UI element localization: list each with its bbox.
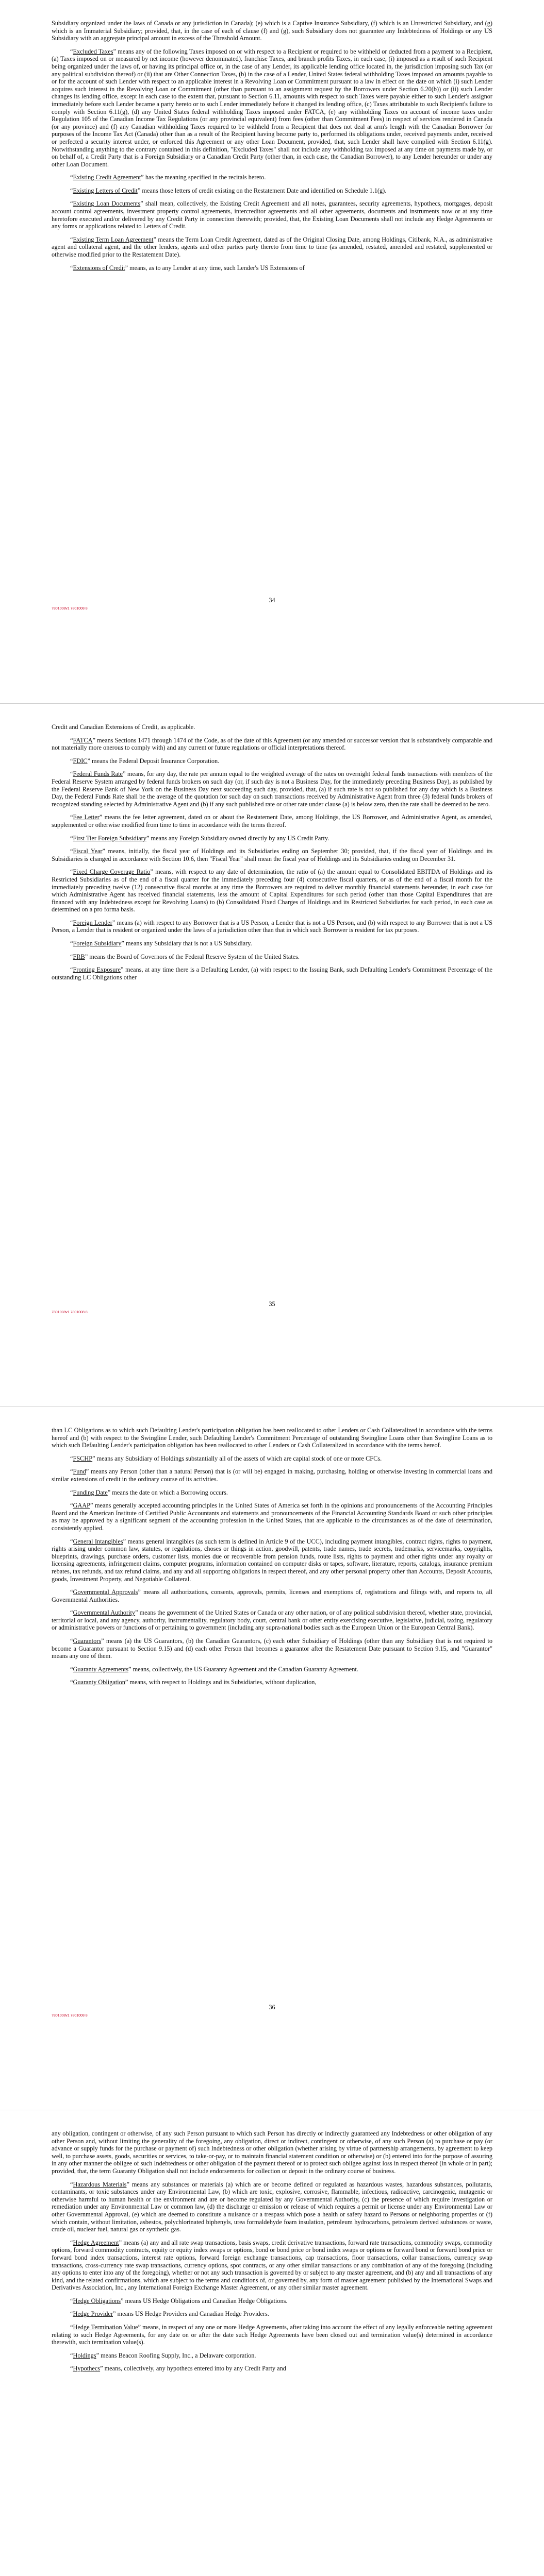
paragraph-text: means Beacon Roofing Supply, Inc., a Delaware corporation.: [99, 2351, 256, 2359]
paragraph: “Guaranty Obligation” means, with respect to Holdings and its Subsidiaries, without duplication,: [70, 1679, 317, 1686]
paragraph-text: means the fee letter agreement, dated on or about the Restatement Date, among Holdings, the US Borrower, and Administrative Agent, as amended, supplemented or otherwise modified from time to time in accordance with the terms thereof.: [52, 814, 492, 828]
paragraph: “Governmental Approvals” means all authorizations, consents, approvals, permits, licenses and exemptions of, registrations and filings with, and reports to, all Governmental Authorities.: [52, 1588, 492, 1603]
defined-term: FDIC: [73, 757, 88, 765]
paragraph: “Hedge Provider” means US Hedge Providers and Canadian Hedge Providers.: [70, 2310, 269, 2318]
paragraph-text: means the Term Loan Credit Agreement, dated as of the Original Closing Date, among Holdings, Citibank, N.A., as administrative agent and collateral agent, and the other lenders, agents and other parties party thereto from time to time (as amended, restated, amended and restated, supplemented or otherwise modified prior to the Restatement Date).: [52, 235, 492, 259]
defined-term: FSCHP: [73, 1454, 93, 1462]
defined-term: FRB: [73, 953, 85, 960]
defined-term: Federal Funds Rate: [73, 770, 123, 778]
paragraph-text: means the Board of Governors of the Federal Reserve System of the United States.: [88, 953, 300, 960]
paragraph-text: means, collectively, any hypothecs entered into by any Credit Party and: [103, 2365, 286, 2372]
defined-term: Existing Term Loan Agreement: [73, 235, 154, 243]
defined-term: Guaranty Obligation: [73, 1679, 125, 1686]
defined-term: Fee Letter: [73, 814, 100, 821]
paragraph: “FSCHP” means any Subsidiary of Holdings substantially all of the assets of which are capital stock of one or more CFCs.: [70, 1454, 382, 1462]
paragraph-text: means the Federal Deposit Insurance Corporation.: [90, 757, 220, 765]
defined-term: Existing Credit Agreement: [73, 174, 141, 181]
page-number: 36: [269, 2004, 275, 2011]
paragraph: “Excluded Taxes” means any of the following Taxes imposed on or with respect to a Recipient or required to be withheld or deducted from a payment to a Recipient, (a) Taxes imposed on or measured by net income (however denominated), franchise Taxes, and branch profits Taxes, in each case, (i) imposed as a result of such Recipient being organized under the laws of, or having its principal office or, in the case of any Lender, its applicable lending office located in, the jurisdiction imposing such Tax (or any political subdivision thereof) or (ii) that are Other Connection Taxes, (b) in the case of a Lender, United States federal withholding Taxes imposed on amounts payable to or for the account of such Lender with respect to an applicable interest in a Revolving Loan or Commitment pursuant to a law in effect on the date on which (i) such Lender acquires such interest in the Revolving Loan or Commitment (other than pursuant to an assignment request by the Borrowers under Section 6.20(b)) or (ii) such Lender changes its lending office, except in each case to the extent that, pursuant to Section 6.11, amounts with respect to such Taxes were payable either to such Lender's assignor immediately before such Lender became a party hereto or to such Lender immediately before it changed its lending office, (c) Taxes attributable to such Recipient's failure to comply with Section 6.11(g), (d) any United States federal withholding Taxes imposed under FATCA, (e) any withholding Taxes on account of income taxes under Regulation 105 of the Canadian Income Tax Regulations (or any provincial equivalent) from fees (other than Commitment Fees) in respect of services rendered in Canada (or any province) and (f) any Canadian withholding Taxes required to be withheld from a Recipient that does not deal at arm's length with the Canadian Borrower for purposes of the Income Tax Act (Canada) other than as a result of the Recipient having become party to, performed its obligations under, received payments under, received or perfected a security interest under, or enforced this Agreement or any other Loan Document, provided, that, such Lender shall have complied with Section 6.11(g). Notwithstanding anything to the contrary contained in this definition, "Excluded Taxes" shall not include any withholding tax imposed at any time on payments made by, or on behalf of, a Credit Party that is a Foreign Subsidiary or a Canadian Credit Party (other than, in each case, the Canadian Borrower), to any Lender hereunder or under any other Loan Document.: [52, 47, 493, 168]
defined-term: Hedge Termination Value: [73, 2324, 138, 2331]
paragraph-text: means those letters of credit existing on the Restatement Date and identified on Schedule 1.1(g).: [140, 187, 387, 194]
defined-term: Fixed Charge Coverage Ratio: [73, 868, 151, 876]
paragraph: “Guarantors” means (a) the US Guarantors, (b) the Canadian Guarantors, (c) each other Subsidiary of Holdings (other than any Subsidiary that is not required to become a Guarantor pursuant to Section 9.15) and (d) each other Person that becomes a guarantor after the Restatement Date pursuant to Section 9.15, and "Guarantor" means any one of them.: [52, 1637, 492, 1660]
paragraph: “Existing Credit Agreement” has the meaning specified in the recitals hereto.: [70, 174, 266, 181]
paragraph-text: means US Hedge Obligations and Canadian Hedge Obligations.: [123, 2297, 288, 2304]
paragraph-text: means any Foreign Subsidiary owned directly by any US Credit Party.: [149, 834, 329, 842]
defined-term: Foreign Lender: [73, 919, 112, 926]
document-id: 7801008v1 7801008 8: [52, 607, 88, 611]
paragraph-text: means, with respect to Holdings and its Subsidiaries, without duplication,: [128, 1679, 317, 1686]
paragraph-text: means any Subsidiary of Holdings substantially all of the assets of which are capital stock of one or more CFCs.: [95, 1454, 382, 1462]
paragraph: “Hedge Termination Value” means, in respect of any one or more Hedge Agreements, after taking into account the effect of any legally enforceable netting agreement relating to such Hedge Agreements, for any date on or after the date such Hedge Agreements have been closed out and termination value(s) determined in accordance therewith, such termination value(s).: [52, 2324, 492, 2346]
paragraph-text: than LC Obligations as to which such Defaulting Lender's participation obligation has been reallocated to other Lenders or Cash Collateralized in accordance with the terms hereof and (b) with respect to the Swingline Lender, such Defaulting Lender's Commitment Percentage of outstanding Swingline Loans other than Swingline Loans as to which such Defaulting Lender's participation obligation has been reallocated to other Lenders or Cash Collateralized in accordance with the terms hereof.: [52, 1427, 492, 1449]
paragraph-text: means all authorizations, consents, approvals, permits, licenses and exemptions of, registrations and filings with, and reports to, all Governmental Authorities.: [52, 1588, 492, 1603]
defined-term: Existing Loan Documents: [73, 200, 141, 208]
paragraph: “Foreign Lender” means (a) with respect to any Borrower that is a US Person, a Lender that is not a US Person, and (b) with respect to any Borrower that is not a US Person, a Lender that is resident or organized under the laws of a jurisdiction other than that in which such Borrower is resident for tax purposes.: [52, 919, 492, 934]
page-body: [52, 20, 492, 272]
paragraph-text: means (a) with respect to any Borrower that is a US Person, a Lender that is not a US Person, and (b) with respect to any Borrower that is not a US Person, a Lender that is resident or organized under the laws of a jurisdiction other than that in which such Borrower is resident for tax purposes.: [52, 919, 492, 934]
defined-term: FATCA: [73, 736, 93, 744]
paragraph: “FDIC” means the Federal Deposit Insurance Corporation.: [70, 757, 220, 765]
document-page-4: [0, 2110, 544, 2576]
paragraph-text: Subsidiary organized under the laws of Canada or any jurisdiction in Canada); (e) which is a Captive Insurance Subsidiary, (f) which is an Unrestricted Subsidiary, and (g) which is an Immaterial Subsidiary; provided, that, in the case of each of clause (f) and (g), such Subsidiary does not guarantee any Indebtedness of Holdings or any US Subsidiary with an aggregate principal amount in excess of the Threshold Amount.: [52, 20, 492, 42]
paragraph-text: means any Subsidiary that is not a US Subsidiary.: [124, 940, 252, 947]
defined-term: Hedge Agreement: [73, 2239, 119, 2246]
paragraph: “FATCA” means Sections 1471 through 1474 of the Code, as of the date of this Agreement (or any amended or successor version that is substantively comparable and not materially more onerous to comply with) and any current or future regulations or official interpretations thereof.: [52, 736, 492, 752]
paragraph-text: means any of the following Taxes imposed on or with respect to a Recipient or required to be withheld or deducted from a payment to a Recipient, (a) Taxes imposed on or measured by net income (however denominated), franchise Taxes, and branch profits Taxes, in each case, (i) imposed as a result of such Recipient being organized under the laws of, or having its principal office or, in the case of any Lender, its applicable lending office located in, the jurisdiction imposing such Tax (or any political subdivision thereof) or (ii) that are Other Connection Taxes, (b) in the case of a Lender, United States federal withholding Taxes imposed on amounts payable to or for the account of such Lender with respect to an applicable interest in a Revolving Loan or Commitment pursuant to a law in effect on the date on which (i) such Lender acquires such interest in the Revolving Loan or Commitment (other than pursuant to an assignment request by the Borrowers under Section 6.20(b)) or (ii) such Lender changes its lending office, except in each case to the extent that, pursuant to Section 6.11, amounts with respect to such Taxes were payable either to such Lender's assignor immediately before such Lender became a party hereto or to such Lender immediately before it changed its lending office, (c) Taxes attributable to such Recipient's failure to comply with Section 6.11(g), (d) any United States federal withholding Taxes imposed under FATCA, (e) any withholding Taxes on account of income taxes under Regulation 105 of the Canadian Income Tax Regulations (or any provincial equivalent) from fees (other than Commitment Fees) in respect of services rendered in Canada (or any province) and (f) any Canadian withholding Taxes required to be withheld from a Recipient that does not deal at arm's length with the Canadian Borrower for purposes of the Income Tax Act (Canada) other than as a result of the Recipient having become party to, performed its obligations under, received payments under, received or perfected a security interest under, or enforced this Agreement or any other Loan Document, provided, that, such Lender shall have complied with Section 6.11(g). Notwithstanding anything to the contrary contained in this definition, "Excluded Taxes" shall not include any withholding tax imposed at any time on payments made by, or on behalf of, a Credit Party that is a Foreign Subsidiary or a Canadian Credit Party (other than, in each case, the Canadian Borrower), to any Lender hereunder or under any other Loan Document.: [52, 47, 493, 168]
paragraph: “Fund” means any Person (other than a natural Person) that is (or will be) engaged in making, purchasing, holding or otherwise investing in commercial loans and similar extensions of credit in the ordinary course of its activities.: [52, 1468, 492, 1483]
paragraph: “Existing Loan Documents” shall mean, collectively, the Existing Credit Agreement and all notes, guarantees, security agreements, hypothecs, mortgages, deposit account control agreements, investment property control agreements, intercreditor agreements and all other agreements, documents and instruments now or at any time heretofore executed and/or delivered by any Credit Party in connection therewith; provided, that, the Existing Loan Documents shall not include any Hedge Agreements or any forms or applications related to Letters of Credit.: [52, 200, 492, 230]
defined-term: Fiscal Year: [73, 848, 103, 855]
paragraph-text: means US Hedge Providers and Canadian Hedge Providers.: [116, 2310, 269, 2318]
document-id: 7801008v1 7801008 8: [52, 2014, 88, 2018]
defined-term: Guaranty Agreements: [73, 1665, 129, 1673]
paragraph: “Hedge Agreement” means (a) any and all rate swap transactions, basis swaps, credit derivative transactions, forward rate transactions, commodity swaps, commodity options, forward commodity contracts, equity or equity index swaps or options, bond or bond price or bond index swaps or options or forward bond or forward bond price or forward bond index transactions, interest rate options, forward foreign exchange transactions, cap transactions, floor transactions, collar transactions, currency swap transactions, cross-currency rate swap transactions, currency options, spot contracts, or any other similar transactions or any combination of any of the foregoing (including any options to enter into any of the foregoing), whether or not any such transaction is governed by or subject to any master agreement, and (b) any and all transactions of any kind, and the related confirmations, which are subject to the terms and conditions of, or governed by, any form of master agreement published by the International Swaps and Derivatives Association, Inc., any International Foreign Exchange Master Agreement, or any other similar master agreement.: [52, 2239, 492, 2292]
defined-term: Excluded Taxes: [73, 47, 113, 55]
paragraph-text: means general intangibles (as such term is defined in Article 9 of the UCC), including payment intangibles, contract rights, rights to payment, rights arising under common law, statutes, or regulations, choses or things in action, goodwill, patents, trade names, trade secrets, trademarks, servicemarks, copyrights, blueprints, drawings, purchase orders, customer lists, monies due or recoverable from pension funds, route lists, rights to payment and other rights under any royalty or licensing agreements, infringement claims, computer programs, information contained on computer disks or tapes, software, literature, reports, catalogs, insurance premium rebates, tax refunds, and tax refund claims, and any and all supporting obligations in respect thereof, and any other personal property other than Accounts, Deposit Accounts, goods, Investment Property, and Negotiable Collateral.: [52, 1537, 492, 1583]
page-number: 35: [269, 1300, 275, 1308]
paragraph: [52, 723, 492, 731]
paragraph: “Fiscal Year” means, initially, the fiscal year of Holdings and its Subsidiaries ending on September 30; provided, that, if the fiscal year of Holdings and its Subsidiaries is changed in accordance with Section 10.6, then "Fiscal Year" shall mean the fiscal year of Holdings and its Subsidiaries ending on December 31.: [52, 848, 492, 862]
paragraph: “Holdings” means Beacon Roofing Supply, Inc., a Delaware corporation.: [70, 2351, 256, 2359]
paragraph: “GAAP” means generally accepted accounting principles in the United States of America set forth in the opinions and pronouncements of the Accounting Principles Board and the American Institute of Certified Public Accountants and statements and pronouncements of the Financial Accounting Standards Board or such other principles as may be approved by a significant segment of the accounting profession in the United States, that are applicable to the circumstances as of the date of determination, consistently applied.: [52, 1502, 492, 1532]
page-number: 34: [269, 597, 275, 604]
paragraph: “Existing Letters of Credit” means those letters of credit existing on the Restatement Date and identified on Schedule 1.1(g).: [70, 187, 387, 194]
paragraph: “Fronting Exposure” means, at any time there is a Defaulting Lender, (a) with respect to the Issuing Bank, such Defaulting Lender's Commitment Percentage of the outstanding LC Obligations other: [52, 966, 492, 981]
paragraph-text: means, in respect of any one or more Hedge Agreements, after taking into account the effect of any legally enforceable netting agreement relating to such Hedge Agreements, for any date on or after the date such Hedge Agreements have been closed out and termination value(s) determined in accordance therewith, such termination value(s).: [52, 2324, 492, 2346]
paragraph-text: means, with respect to any date of determination, the ratio of (a) the amount equal to Consolidated EBITDA of Holdings and its Restricted Subsidiaries as of the end of a fiscal quarter for the immediately preceding four (4) consecutive fiscal quarters, or as of the end of a fiscal month for the immediately preceding twelve (12) consecutive fiscal months at any time the Borrowers are required to deliver monthly financial statements hereunder, in each case for which Administrative Agent has received financial statements, less the amount of Capital Expenditures for such period (other than those Capital Expenditures that are financed with any Indebtedness except for Revolving Loans) to (b) Consolidated Fixed Charges of Holdings and its Restricted Subsidiaries for such period, in each case as determined on a pro forma basis.: [52, 868, 492, 913]
paragraph-text: Credit and Canadian Extensions of Credit, as applicable.: [52, 723, 195, 731]
paragraph-text: means any substances or materials (a) which are or become defined or regulated as hazardous wastes, hazardous substances, pollutants, contaminants, or toxic substances under any Environmental Law, (b) which are toxic, explosive, corrosive, flammable, infectious, radioactive, carcinogenic, mutagenic or otherwise harmful to human health or the environment and are or become regulated by any Governmental Authority, (c) the presence of which require investigation or remediation under any Environmental Law or common law, (d) the discharge or emission or release of which requires a permit or license under any Environmental Law or other Governmental Approval, (e) which are deemed to constitute a nuisance or a trespass which pose a health or safety hazard to Persons or neighboring properties or (f) which contain, without limitation, asbestos, polychlorinated biphenyls, urea formaldehyde foam insulation, petroleum hydrocarbons, petroleum derived substances or waste, crude oil, nuclear fuel, natural gas or synthetic gas.: [52, 2180, 493, 2233]
paragraph-text: means Sections 1471 through 1474 of the Code, as of the date of this Agreement (or any amended or successor version that is substantively comparable and not materially more onerous to comply with) and any current or future regulations or official interpretations thereof.: [52, 736, 492, 752]
defined-term: Hypothecs: [73, 2365, 101, 2372]
paragraph-text: has the meaning specified in the recitals hereto.: [143, 174, 266, 181]
paragraph-text: means, initially, the fiscal year of Holdings and its Subsidiaries ending on September 30; provided, that, if the fiscal year of Holdings and its Subsidiaries is changed in accordance with Section 10.6, then "Fiscal Year" shall mean the fiscal year of Holdings and its Subsidiaries ending on December 31.: [52, 848, 492, 862]
document-id: 7801008v1 7801008 8: [52, 1311, 88, 1314]
paragraph: “Fixed Charge Coverage Ratio” means, with respect to any date of determination, the ratio of (a) the amount equal to Consolidated EBITDA of Holdings and its Restricted Subsidiaries as of the end of a fiscal quarter for the immediately preceding four (4) consecutive fiscal quarters, or as of the end of a fiscal month for the immediately preceding twelve (12) consecutive fiscal months at any time the Borrowers are required to deliver monthly financial statements hereunder, in each case for which Administrative Agent has received financial statements, less the amount of Capital Expenditures for such period (other than those Capital Expenditures that are financed with any Indebtedness except for Revolving Loans) to (b) Consolidated Fixed Charges of Holdings and its Restricted Subsidiaries for such period, in each case as determined on a pro forma basis.: [52, 868, 492, 913]
paragraph: “Hazardous Materials” means any substances or materials (a) which are or become defined or regulated as hazardous wastes, hazardous substances, pollutants, contaminants, or toxic substances under any Environmental Law, (b) which are toxic, explosive, corrosive, flammable, infectious, radioactive, carcinogenic, mutagenic or otherwise harmful to human health or the environment and are or become regulated by any Governmental Authority, (c) the presence of which require investigation or remediation under any Environmental Law or common law, (d) the discharge or emission or release of which requires a permit or license under any Environmental Law or other Governmental Approval, (e) which are deemed to constitute a nuisance or a trespass which pose a health or safety hazard to Persons or neighboring properties or (f) which contain, without limitation, asbestos, polychlorinated biphenyls, urea formaldehyde foam insulation, petroleum hydrocarbons, petroleum derived substances or waste, crude oil, nuclear fuel, natural gas or synthetic gas.: [52, 2180, 493, 2233]
paragraph-text: means, at any time there is a Defaulting Lender, (a) with respect to the Issuing Bank, such Defaulting Lender's Commitment Percentage of the outstanding LC Obligations other: [52, 966, 492, 981]
paragraph: “Extensions of Credit” means, as to any Lender at any time, such Lender's US Extensions of: [70, 264, 305, 272]
paragraph: “Fee Letter” means the fee letter agreement, dated on or about the Restatement Date, among Holdings, the US Borrower, and Administrative Agent, as amended, supplemented or otherwise modified from time to time in accordance with the terms thereof.: [52, 814, 492, 828]
paragraph-text: means, as to any Lender at any time, such Lender's US Extensions of: [128, 264, 305, 272]
paragraph: “Existing Term Loan Agreement” means the Term Loan Credit Agreement, dated as of the Original Closing Date, among Holdings, Citibank, N.A., as administrative agent and collateral agent, and the other lenders, agents and other parties party thereto from time to time (as amended, restated, amended and restated, supplemented or otherwise modified prior to the Restatement Date).: [52, 235, 492, 259]
defined-term: Fronting Exposure: [73, 966, 121, 974]
paragraph-text: means generally accepted accounting principles in the United States of America set forth in the opinions and pronouncements of the Accounting Principles Board and the American Institute of Certified Public Accountants and statements and pronouncements of the Financial Accounting Standards Board or such other principles as may be approved by a significant segment of the accounting profession in the United States, that are applicable to the circumstances as of the date of determination, consistently applied.: [52, 1502, 492, 1532]
paragraph-text: means (a) any and all rate swap transactions, basis swaps, credit derivative transactions, forward rate transactions, commodity swaps, commodity options, forward commodity contracts, equity or equity index swaps or options, bond or bond price or bond index swaps or options or forward bond or forward bond price or forward bond index transactions, interest rate options, forward foreign exchange transactions, cap transactions, floor transactions, collar transactions, currency swap transactions, cross-currency rate swap transactions, currency options, spot contracts, or any other similar transactions or any combination of any of the foregoing (including any options to enter into any of the foregoing), whether or not any such transaction is governed by or subject to any master agreement, and (b) any and all transactions of any kind, and the related confirmations, which are subject to the terms and conditions of, or governed by, any form of master agreement published by the International Swaps and Derivatives Association, Inc., any International Foreign Exchange Master Agreement, or any other similar master agreement.: [52, 2239, 492, 2292]
paragraph: “Hypothecs” means, collectively, any hypothecs entered into by any Credit Party and: [70, 2365, 286, 2372]
paragraph: [52, 2130, 492, 2175]
paragraph-text: means the date on which a Borrowing occurs.: [110, 1488, 228, 1496]
paragraph: “FRB” means the Board of Governors of the Federal Reserve System of the United States.: [70, 953, 300, 960]
defined-term: Funding Date: [73, 1488, 108, 1496]
page-body: [52, 1427, 492, 1686]
paragraph: “Guaranty Agreements” means, collectively, the US Guaranty Agreement and the Canadian Guaranty Agreement.: [70, 1665, 358, 1673]
paragraph-text: means (a) the US Guarantors, (b) the Canadian Guarantors, (c) each other Subsidiary of Holdings (other than any Subsidiary that is not required to become a Guarantor pursuant to Section 9.15) and (d) each other Person that becomes a guarantor after the Restatement Date pursuant to Section 9.15, and "Guarantor" means any one of them.: [52, 1637, 492, 1660]
paragraph-text: means, for any day, the rate per annum equal to the weighted average of the rates on overnight federal funds transactions with members of the Federal Reserve System arranged by federal funds brokers on such day (or, if such day is not a Business Day, for the immediately preceding Business Day), as published by the Federal Reserve Bank of New York on the Business Day next succeeding such day, provided, that, (a) if such rate is not so published for any day which is a Business Day, the Federal Funds Rate shall be the average of the quotation for such day on such transactions received by Administrative Agent from three (3) federal funds brokers of recognized standing selected by Administrative Agent and (b) if any such published rate or other rate under clause (a) is below zero, then the rate shall be deemed to be zero.: [52, 770, 492, 808]
defined-term: Hedge Provider: [73, 2310, 113, 2318]
defined-term: Hedge Obligations: [73, 2297, 121, 2304]
paragraph-text: means the government of the United States or Canada or any other nation, or of any political subdivision thereof, whether state, provincial, territorial or local, and any agency, authority, instrumentality, regulatory body, court, central bank or other entity exercising executive, legislative, judicial, taxing, regulatory or administrative powers or functions of or pertaining to government (including any supra-national bodies such as the European Union or the European Central Bank).: [52, 1609, 492, 1632]
paragraph-text: shall mean, collectively, the Existing Credit Agreement and all notes, guarantees, security agreements, hypothecs, mortgages, deposit account control agreements, investment property control agreements, intercreditor agreements and all other agreements, documents and instruments now or at any time heretofore executed and/or delivered by any Credit Party in connection therewith; provided, that, the Existing Loan Documents shall not include any Hedge Agreements or any forms or applications related to Letters of Credit.: [52, 200, 492, 230]
paragraph-text: means any Person (other than a natural Person) that is (or will be) engaged in making, purchasing, holding or otherwise investing in commercial loans and similar extensions of credit in the ordinary course of its activities.: [52, 1468, 492, 1483]
paragraph: “Hedge Obligations” means US Hedge Obligations and Canadian Hedge Obligations.: [70, 2297, 288, 2304]
defined-term: GAAP: [73, 1502, 90, 1510]
defined-term: Fund: [73, 1468, 86, 1476]
defined-term: First Tier Foreign Subsidiary: [73, 834, 146, 842]
paragraph: [52, 20, 492, 42]
paragraph-text: means, collectively, the US Guaranty Agreement and the Canadian Guaranty Agreement.: [131, 1665, 358, 1673]
page-body: [52, 723, 492, 981]
defined-term: Holdings: [73, 2351, 96, 2359]
page-body: [52, 2130, 492, 2372]
paragraph: “First Tier Foreign Subsidiary” means any Foreign Subsidiary owned directly by any US Credit Party.: [70, 834, 329, 842]
defined-term: Extensions of Credit: [73, 264, 125, 272]
defined-term: Guarantors: [73, 1637, 102, 1645]
defined-term: Existing Letters of Credit: [73, 187, 138, 194]
paragraph: “General Intangibles” means general intangibles (as such term is defined in Article 9 of the UCC), including payment intangibles, contract rights, rights to payment, rights arising under common law, statutes, or regulations, choses or things in action, goodwill, patents, trade names, trade secrets, trademarks, servicemarks, copyrights, blueprints, drawings, purchase orders, customer lists, monies due or recoverable from pension funds, route lists, rights to payment and other rights under any royalty or licensing agreements, infringement claims, computer programs, information contained on computer disks or tapes, software, literature, reports, catalogs, insurance premium rebates, tax refunds, and tax refund claims, and any and all supporting obligations in respect thereof, and any other personal property other than Accounts, Deposit Accounts, goods, Investment Property, and Negotiable Collateral.: [52, 1537, 492, 1583]
defined-term: Governmental Authority: [73, 1609, 136, 1617]
defined-term: Governmental Approvals: [73, 1588, 138, 1596]
paragraph: “Federal Funds Rate” means, for any day, the rate per annum equal to the weighted average of the rates on overnight federal funds transactions with members of the Federal Reserve System arranged by federal funds brokers on such day (or, if such day is not a Business Day, for the immediately preceding Business Day), as published by the Federal Reserve Bank of New York on the Business Day next succeeding such day, provided, that, (a) if such rate is not so published for any day which is a Business Day, the Federal Funds Rate shall be the average of the quotation for such day on such transactions received by Administrative Agent from three (3) federal funds brokers of recognized standing selected by Administrative Agent and (b) if any such published rate or other rate under clause (a) is below zero, then the rate shall be deemed to be zero.: [52, 770, 492, 808]
defined-term: Foreign Subsidiary: [73, 940, 122, 947]
defined-term: Hazardous Materials: [73, 2180, 127, 2188]
paragraph-text: any obligation, contingent or otherwise, of any such Person pursuant to which such Person has directly or indirectly guaranteed any Indebtedness or other obligation of any other Person and, without limiting the generality of the foregoing, any obligation, direct or indirect, contingent or otherwise, of any such Person (a) to purchase or pay (or advance or supply funds for the purchase or payment of) such Indebtedness or other obligation (whether arising by virtue of partnership arrangements, by agreement to keep well, to purchase assets, goods, securities or services, to take-or-pay, or to maintain financial statement condition or otherwise) or (b) entered into for the purpose of assuring in any other manner the obligee of such Indebtedness or other obligation of the payment thereof or to protect such obligee against loss in respect thereof (in whole or in part); provided, that, the term Guaranty Obligation shall not include endorsements for collection or deposit in the ordinary course of business.: [52, 2130, 492, 2175]
paragraph: “Governmental Authority” means the government of the United States or Canada or any other nation, or of any political subdivision thereof, whether state, provincial, territorial or local, and any agency, authority, instrumentality, regulatory body, court, central bank or other entity exercising executive, legislative, judicial, taxing, regulatory or administrative powers or functions of or pertaining to government (including any supra-national bodies such as the European Union or the European Central Bank).: [52, 1609, 492, 1632]
paragraph: “Funding Date” means the date on which a Borrowing occurs.: [70, 1488, 228, 1496]
defined-term: General Intangibles: [73, 1537, 123, 1545]
paragraph: [52, 1427, 492, 1449]
paragraph: “Foreign Subsidiary” means any Subsidiary that is not a US Subsidiary.: [70, 940, 252, 947]
